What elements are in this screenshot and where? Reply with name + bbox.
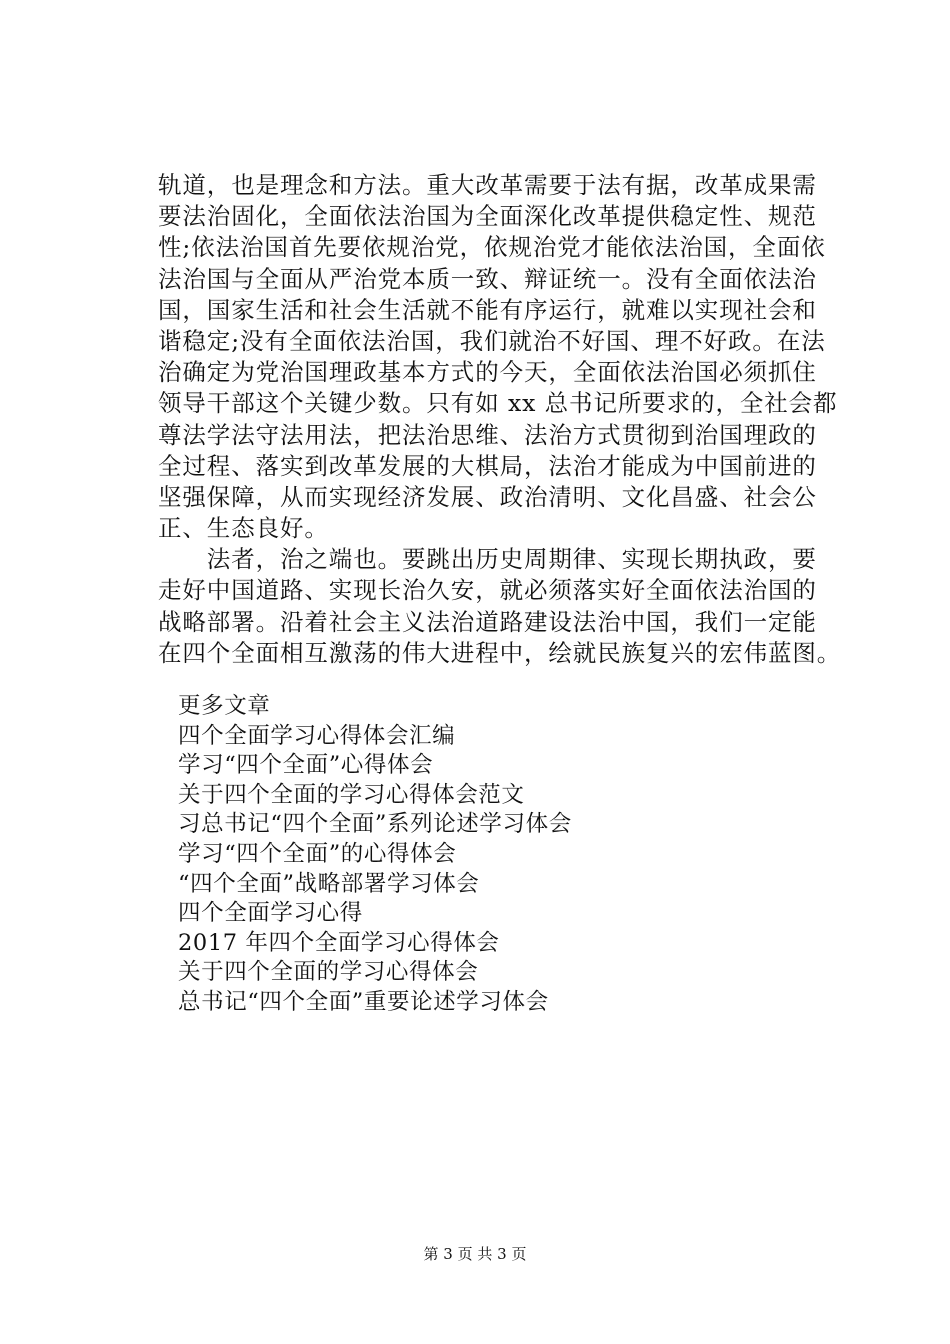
- more-articles-list: [178, 692, 828, 1018]
- more-articles-heading: 更多文章: [178, 693, 271, 719]
- more-article-link[interactable]: “四个全面”战略部署学习体会: [178, 870, 480, 897]
- more-article-link[interactable]: 四个全面学习心得体会汇编: [178, 722, 456, 749]
- body-line: 性;依法治国首先要依规治党，依规治党才能依法治国，全面依: [158, 233, 826, 262]
- body-line: 尊法学法守法用法，把法治思维、法治方式贯彻到治国理政的: [158, 420, 817, 449]
- more-article-link[interactable]: 关于四个全面的学习心得体会: [178, 959, 479, 986]
- body-line: 领导干部这个关键少数。只有如 xx 总书记所要求的，全社会都: [158, 389, 838, 418]
- more-article-link[interactable]: 2017 年四个全面学习心得体会: [178, 929, 500, 956]
- body-line: 国，国家生活和社会生活就不能有序运行，就难以实现社会和: [158, 295, 817, 324]
- article-body: [158, 170, 848, 669]
- page-number-footer: 第 3 页 共 3 页: [423, 1245, 527, 1263]
- body-line: 要法治固化，全面依法治国为全面深化改革提供稳定性、规范: [158, 202, 817, 231]
- body-line: 走好中国道路、实现长治久安，就必须落实好全面依法治国的: [158, 576, 817, 605]
- body-line: 轨道，也是理念和方法。重大改革需要于法有据，改革成果需: [158, 171, 817, 199]
- body-line: 治确定为党治国理政基本方式的今天，全面依法治国必须抓住: [158, 358, 817, 387]
- body-line: 战略部署。沿着社会主义法治道路建设法治中国，我们一定能: [158, 607, 817, 636]
- more-article-link[interactable]: 关于四个全面的学习心得体会范文: [178, 781, 525, 808]
- more-article-link[interactable]: 四个全面学习心得: [178, 900, 363, 927]
- body-line: 法治国与全面从严治党本质一致、辩证统一。没有全面依法治: [158, 264, 817, 293]
- body-line: 全过程、落实到改革发展的大棋局，法治才能成为中国前进的: [158, 451, 817, 480]
- more-article-link[interactable]: 学习“四个全面”的心得体会: [178, 840, 457, 867]
- more-article-link[interactable]: 习总书记“四个全面”系列论述学习体会: [178, 811, 572, 838]
- body-line: 法者，治之端也。要跳出历史周期律、实现长期执政，要: [158, 545, 817, 574]
- more-article-link[interactable]: 学习“四个全面”心得体会: [178, 752, 434, 779]
- more-article-link[interactable]: 总书记“四个全面”重要论述学习体会: [178, 988, 549, 1015]
- body-line: 在四个全面相互激荡的伟大进程中，绘就民族复兴的宏伟蓝图。: [158, 638, 842, 667]
- body-line: 谐稳定;没有全面依法治国，我们就治不好国、理不好政。在法: [158, 326, 826, 355]
- body-line: 正、生态良好。: [158, 514, 329, 543]
- body-line: 坚强保障，从而实现经济发展、政治清明、文化昌盛、社会公: [158, 482, 817, 511]
